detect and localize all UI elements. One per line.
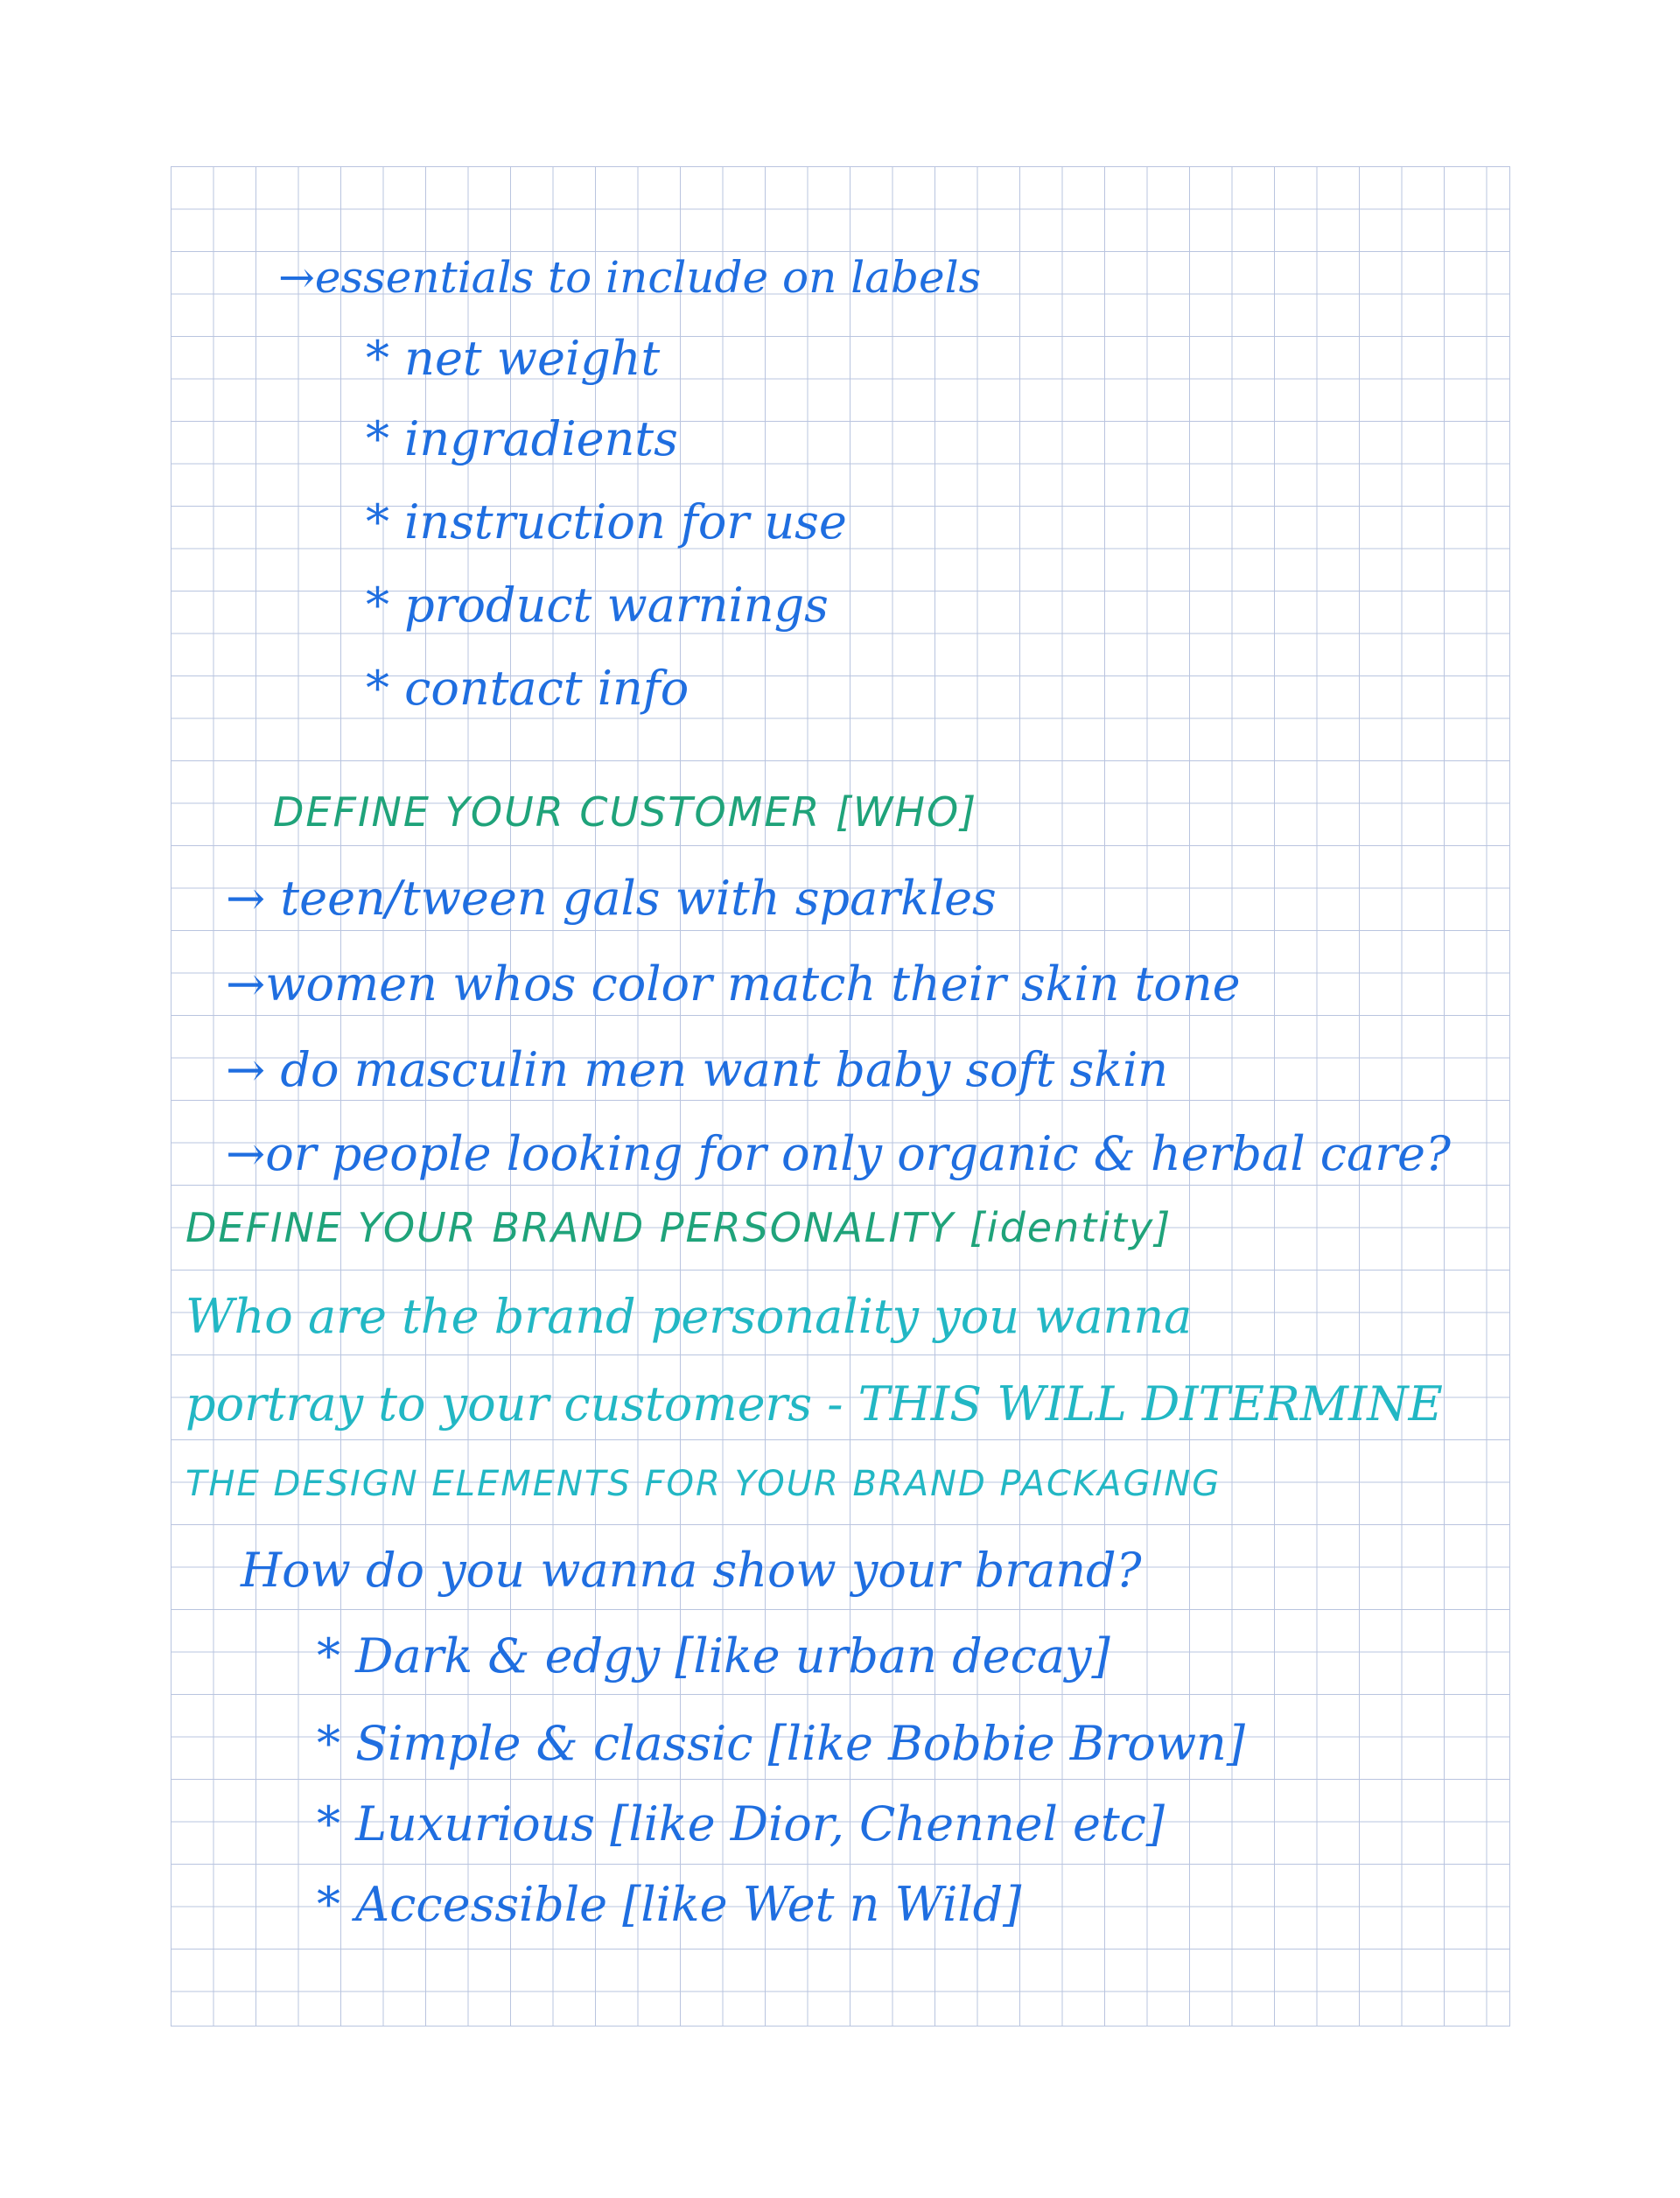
customer-heading: DEFINE YOUR CUSTOMER [WHO] [273, 788, 978, 836]
list-item: * net weight [366, 331, 661, 386]
list-item: * Dark & edgy [like urban decay] [317, 1628, 1110, 1684]
list-item: * instruction for use [366, 494, 847, 550]
list-item: → teen/tween gals with sparkles [226, 871, 997, 926]
labels-heading: →essentials to include on labels [278, 252, 982, 303]
list-item: →women whos color match their skin tone [226, 956, 1241, 1012]
show-brand-heading: How do you wanna show your brand? [241, 1543, 1142, 1598]
list-item: * product warnings [366, 578, 829, 633]
list-item: → do masculin men want baby soft skin [226, 1042, 1168, 1097]
list-item: →or people looking for only organic & herbal care? [226, 1126, 1451, 1181]
list-item: * Simple & classic [like Bobbie Brown] [317, 1716, 1245, 1771]
personality-body-line: THE DESIGN ELEMENTS FOR YOUR BRAND PACKAGING [186, 1464, 1222, 1504]
list-item: * Accessible [like Wet n Wild] [317, 1877, 1022, 1932]
list-item: * Luxurious [like Dior, Chennel etc] [317, 1796, 1165, 1852]
personality-heading: DEFINE YOUR BRAND PERSONALITY [identity] [186, 1204, 1172, 1251]
personality-body-line: Who are the brand personality you wanna [186, 1289, 1193, 1344]
list-item: * ingradients [366, 411, 678, 466]
personality-body-line: portray to your customers - THIS WILL DITERMINE [186, 1376, 1443, 1432]
list-item: * contact info [366, 661, 690, 716]
